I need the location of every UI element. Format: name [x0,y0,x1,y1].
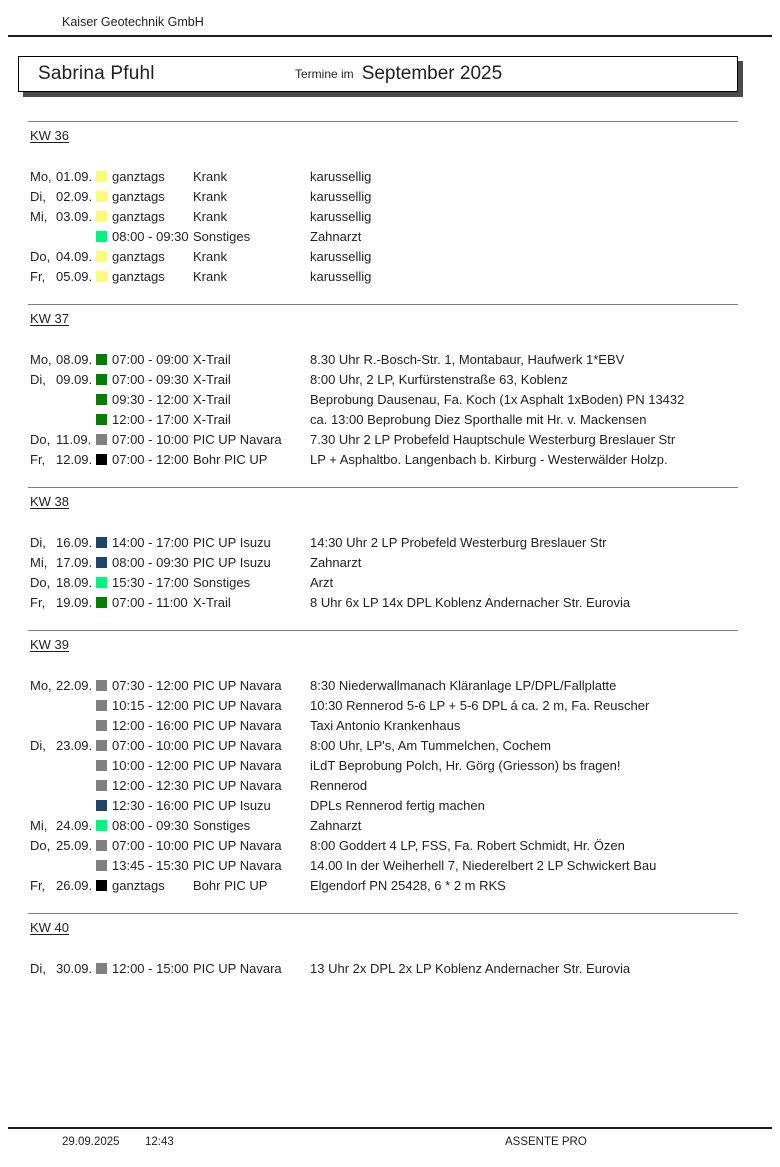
time-range: 09:30 - 12:00 [112,391,189,407]
description-label: ca. 13:00 Beprobung Diez Sporthalle mit Hr. v. Mackensen [310,411,647,427]
category-color-swatch [96,557,107,568]
category-color-swatch [96,454,107,465]
time-range: 10:00 - 12:00 [112,757,189,773]
appointment-row [28,532,738,552]
category-label: PIC UP Navara [193,717,282,733]
day-abbr: Fr, [30,594,46,610]
category-color-swatch [96,597,107,608]
appointment-row [28,958,738,978]
category-color-swatch [96,800,107,811]
category-color-swatch [96,760,107,771]
date-label: 08.09. [56,351,93,367]
appointment-row [28,206,738,226]
description-label: 8.30 Uhr R.-Bosch-Str. 1, Montabaur, Haufwerk 1*EBV [310,351,625,367]
description-label: karussellig [310,248,372,264]
week-divider-line [28,304,738,305]
category-color-swatch [96,577,107,588]
person-name: Sabrina Pfuhl [38,63,155,84]
description-label: Taxi Antonio Krankenhaus [310,717,461,733]
date-label: 22.09. [56,677,93,693]
description-label: 13 Uhr 2x DPL 2x LP Koblenz Andernacher Str. Eurovia [310,960,631,976]
time-range: 07:00 - 12:00 [112,451,189,467]
category-label: PIC UP Navara [193,857,282,873]
description-label: karussellig [310,168,372,184]
day-abbr: Mo, [30,351,52,367]
category-color-swatch [96,231,107,242]
category-label: Bohr PIC UP [193,877,268,893]
appointment-rows [28,532,738,612]
appointment-row [28,572,738,592]
week-divider-line [28,630,738,631]
day-abbr: Do, [30,431,51,447]
date-label: 12.09. [56,451,93,467]
description-label: Beprobung Dausenau, Fa. Koch (1x Asphalt 1xBoden) PN 13432 [310,391,685,407]
category-label: Krank [193,268,227,284]
appointment-row [28,715,738,735]
description-label: 14.00 In der Weiherhell 7, Niederelbert 2 LP Schwickert Bau [310,857,657,873]
category-label: PIC UP Navara [193,431,282,447]
day-abbr: Di, [30,188,46,204]
appointment-row [28,166,738,186]
time-range: ganztags [112,877,165,893]
category-label: PIC UP Isuzu [193,554,271,570]
category-label: PIC UP Isuzu [193,534,271,550]
description-label: karussellig [310,188,372,204]
appointment-row [28,775,738,795]
category-color-swatch [96,820,107,831]
week-label-row [28,919,738,934]
category-color-swatch [96,780,107,791]
appointment-row [28,795,738,815]
time-range: 08:00 - 09:30 [112,554,189,570]
week-section [28,630,738,895]
description-label: 8:00 Uhr, 2 LP, Kurfürstenstraße 63, Koblenz [310,371,568,387]
category-color-swatch [96,271,107,282]
date-label: 26.09. [56,877,93,893]
appointment-row [28,875,738,895]
week-label-row [28,636,738,651]
category-label: Krank [193,208,227,224]
appointment-rows [28,675,738,895]
date-label: 01.09. [56,168,93,184]
description-label: karussellig [310,208,372,224]
time-range: 13:45 - 15:30 [112,857,189,873]
description-label: 8:00 Uhr, LP's, Am Tummelchen, Cochem [310,737,551,753]
week-divider-line [28,121,738,122]
category-color-swatch [96,171,107,182]
appointment-row [28,675,738,695]
appointment-row [28,266,738,286]
category-label: PIC UP Navara [193,697,282,713]
appointment-row [28,592,738,612]
time-range: 12:00 - 16:00 [112,717,189,733]
week-section [28,487,738,612]
description-label: 8:30 Niederwallmanach Kläranlage LP/DPL/Fallplatte [310,677,617,693]
appointment-row [28,815,738,835]
day-abbr: Mo, [30,168,52,184]
appointment-row [28,429,738,449]
appointment-row [28,735,738,755]
date-label: 04.09. [56,248,93,264]
title-prefix: Termine im [295,67,354,81]
category-label: X-Trail [193,411,231,427]
category-color-swatch [96,537,107,548]
category-color-swatch [96,394,107,405]
date-label: 23.09. [56,737,93,753]
time-range: 07:00 - 10:00 [112,737,189,753]
category-color-swatch [96,720,107,731]
category-label: Sonstiges [193,817,251,833]
time-range: ganztags [112,208,165,224]
description-label: Zahnarzt [310,228,362,244]
category-label: PIC UP Navara [193,960,282,976]
date-label: 03.09. [56,208,93,224]
day-abbr: Mo, [30,677,52,693]
page-footer [8,1127,772,1150]
category-color-swatch [96,354,107,365]
category-color-swatch [96,740,107,751]
date-label: 11.09. [56,431,92,447]
description-label: 8:00 Goddert 4 LP, FSS, Fa. Robert Schmidt, Hr. Özen [310,837,625,853]
day-abbr: Di, [30,371,46,387]
week-label: KW 39 [30,637,70,652]
category-label: Krank [193,168,227,184]
category-color-swatch [96,680,107,691]
time-range: 12:00 - 17:00 [112,411,189,427]
category-color-swatch [96,434,107,445]
day-abbr: Do, [30,574,51,590]
description-label: Rennerod [310,777,368,793]
description-label: Elgendorf PN 25428, 6 * 2 m RKS [310,877,506,893]
date-label: 16.09. [56,534,93,550]
category-color-swatch [96,211,107,222]
description-label: 14:30 Uhr 2 LP Probefeld Westerburg Breslauer Str [310,534,607,550]
time-range: 07:00 - 10:00 [112,837,189,853]
appointment-row [28,552,738,572]
date-label: 02.09. [56,188,93,204]
day-abbr: Di, [30,960,46,976]
category-color-swatch [96,880,107,891]
week-label-row [28,127,738,142]
category-color-swatch [96,860,107,871]
appointment-rows [28,958,738,978]
category-color-swatch [96,191,107,202]
day-abbr: Fr, [30,268,46,284]
category-label: X-Trail [193,594,231,610]
title-box [18,56,738,92]
time-range: ganztags [112,248,165,264]
category-label: Sonstiges [193,228,251,244]
appointment-row [28,389,738,409]
description-label: 10:30 Rennerod 5-6 LP + 5-6 DPL á ca. 2 m, Fa. Reuscher [310,697,650,713]
time-range: 15:30 - 17:00 [112,574,189,590]
week-label: KW 36 [30,128,70,143]
week-label: KW 40 [30,920,70,935]
day-abbr: Do, [30,248,51,264]
day-abbr: Di, [30,737,46,753]
day-abbr: Di, [30,534,46,550]
company-name: Kaiser Geotechnik GmbH [62,15,204,29]
category-color-swatch [96,251,107,262]
time-range: 07:00 - 11:00 [112,594,188,610]
category-label: X-Trail [193,391,231,407]
time-range: ganztags [112,268,165,284]
category-label: PIC UP Navara [193,777,282,793]
category-label: X-Trail [193,351,231,367]
category-label: Krank [193,248,227,264]
time-range: 08:00 - 09:30 [112,228,189,244]
date-label: 19.09. [56,594,93,610]
time-range: 07:00 - 09:00 [112,351,189,367]
description-label: LP + Asphaltbo. Langenbach b. Kirburg - Westerwälder Holzp. [310,451,668,467]
sections [28,121,738,978]
appointment-rows [28,166,738,286]
category-label: Krank [193,188,227,204]
category-color-swatch [96,374,107,385]
description-label: karussellig [310,268,372,284]
appointment-row [28,755,738,775]
date-label: 09.09. [56,371,93,387]
week-label: KW 37 [30,311,70,326]
day-abbr: Fr, [30,877,46,893]
page-header [8,0,772,37]
time-range: 12:00 - 15:00 [112,960,189,976]
appointment-row [28,449,738,469]
category-label: PIC UP Navara [193,837,282,853]
day-abbr: Mi, [30,554,48,570]
week-section [28,121,738,286]
appointment-rows [28,349,738,469]
appointment-row [28,186,738,206]
print-time: 12:43 [145,1136,174,1148]
date-label: 05.09. [56,268,93,284]
category-label: PIC UP Navara [193,737,282,753]
day-abbr: Mi, [30,817,48,833]
appointment-row [28,835,738,855]
appointment-row [28,226,738,246]
day-abbr: Do, [30,837,51,853]
appointment-row [28,369,738,389]
time-range: ganztags [112,188,165,204]
category-label: PIC UP Isuzu [193,797,271,813]
category-color-swatch [96,963,107,974]
app-brand: ASSENTE PRO [505,1136,587,1148]
appointment-row [28,409,738,429]
time-range: 10:15 - 12:00 [112,697,189,713]
week-section [28,304,738,469]
week-divider-line [28,487,738,488]
date-label: 30.09. [56,960,93,976]
title-month: September 2025 [361,63,503,84]
category-label: X-Trail [193,371,231,387]
category-color-swatch [96,700,107,711]
date-label: 25.09. [56,837,93,853]
week-section [28,913,738,978]
week-label: KW 38 [30,494,70,509]
date-label: 17.09. [56,554,93,570]
day-abbr: Fr, [30,451,46,467]
appointment-row [28,246,738,266]
time-range: 08:00 - 09:30 [112,817,189,833]
description-label: iLdT Beprobung Polch, Hr. Görg (Griesson) bs fragen! [310,757,621,773]
category-color-swatch [96,840,107,851]
print-date: 29.09.2025 [62,1136,120,1148]
description-label: Zahnarzt [310,817,362,833]
date-label: 18.09. [56,574,93,590]
time-range: ganztags [112,168,165,184]
appointment-row [28,695,738,715]
time-range: 12:30 - 16:00 [112,797,189,813]
description-label: DPLs Rennerod fertig machen [310,797,485,813]
week-label-row [28,493,738,508]
week-label-row [28,310,738,325]
description-label: Arzt [310,574,334,590]
day-abbr: Mi, [30,208,48,224]
appointment-row [28,855,738,875]
time-range: 07:30 - 12:00 [112,677,189,693]
category-label: PIC UP Navara [193,677,282,693]
description-label: Zahnarzt [310,554,362,570]
category-label: Bohr PIC UP [193,451,268,467]
category-label: Sonstiges [193,574,251,590]
time-range: 12:00 - 12:30 [112,777,189,793]
time-range: 07:00 - 09:30 [112,371,189,387]
time-range: 14:00 - 17:00 [112,534,189,550]
time-range: 07:00 - 10:00 [112,431,189,447]
description-label: 7.30 Uhr 2 LP Probefeld Hauptschule Westerburg Breslauer Str [310,431,676,447]
date-label: 24.09. [56,817,93,833]
category-label: PIC UP Navara [193,757,282,773]
appointment-row [28,349,738,369]
category-color-swatch [96,414,107,425]
description-label: 8 Uhr 6x LP 14x DPL Koblenz Andernacher Str. Eurovia [310,594,631,610]
week-divider-line [28,913,738,914]
